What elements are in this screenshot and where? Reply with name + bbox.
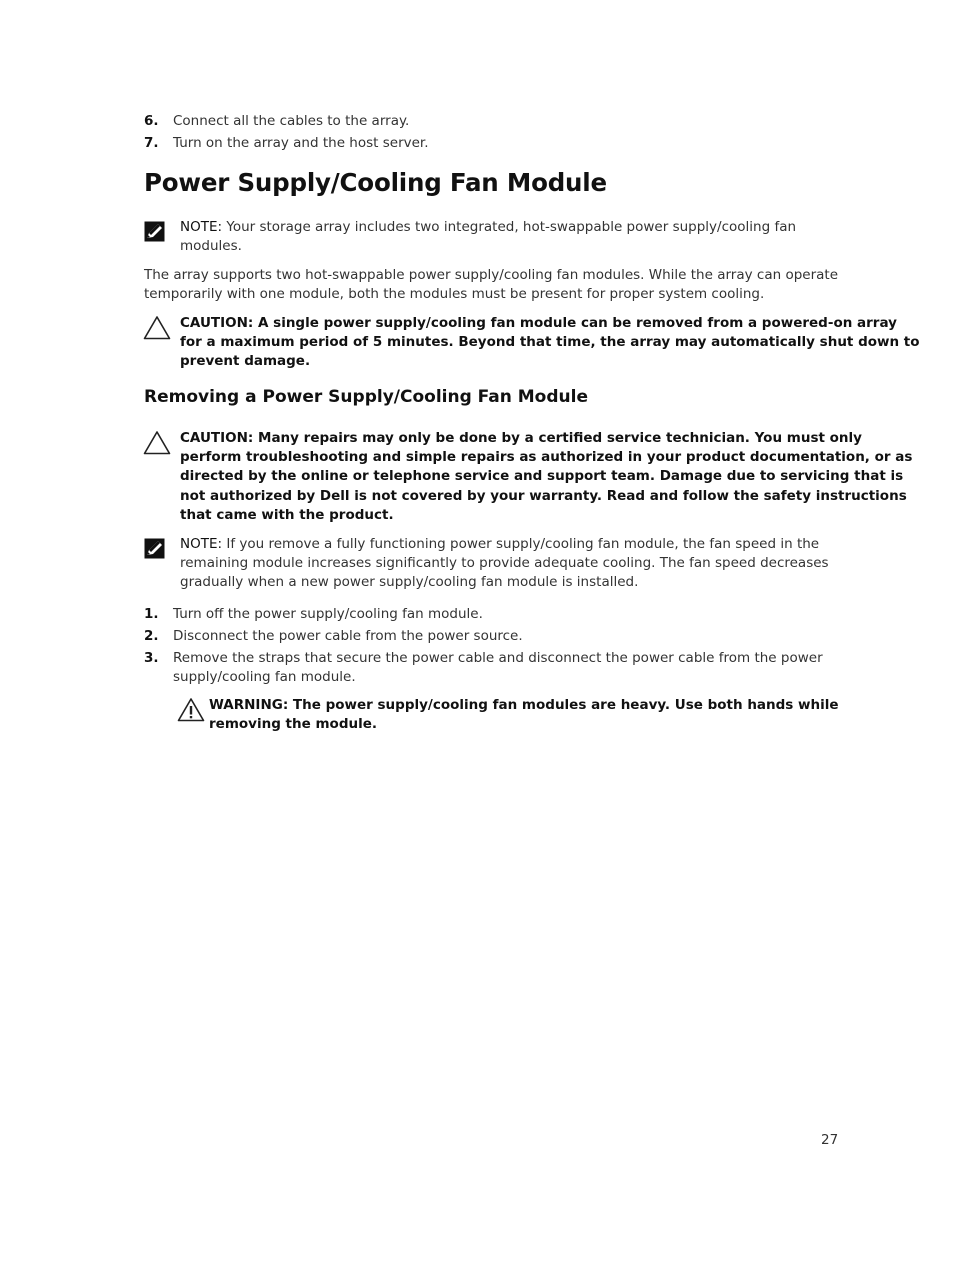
body-paragraph-line: The array supports two hot-swappable power supply/cooling fan modules. While the array can operate: [144, 267, 838, 283]
note-text-line: remaining module increases significantly to provide adequate cooling. The fan speed decreases: [180, 555, 829, 571]
note-label: NOTE:: [180, 536, 223, 552]
note-text-line: If you remove a fully functioning power supply/cooling fan module, the fan speed in the: [226, 536, 820, 552]
caution-text-line: that came with the product.: [180, 507, 394, 523]
caution-text-line: prevent damage.: [180, 353, 311, 369]
caution-text-line: CAUTION: Many repairs may only be done by a certified service technician. You must only: [180, 430, 862, 446]
warning-text-line: WARNING: The power supply/cooling fan modules are heavy. Use both hands while: [209, 697, 839, 713]
step-number: 3.: [144, 650, 159, 666]
note-pencil-icon: [144, 538, 165, 559]
subsection-heading: Removing a Power Supply/Cooling Fan Module: [144, 387, 588, 407]
body-paragraph-line: temporarily with one module, both the modules must be present for proper system cooling.: [144, 286, 765, 302]
caution-text-line: for a maximum period of 5 minutes. Beyond that time, the array may automatically shut down to: [180, 334, 920, 350]
note-label: NOTE:: [180, 219, 223, 235]
step-number: 6.: [144, 113, 159, 129]
caution-text-line: directed by the online or telephone service and support team. Damage due to servicing that is: [180, 468, 904, 484]
caution-triangle-icon: [143, 315, 171, 340]
note-text-line: gradually when a new power supply/cooling fan module is installed.: [180, 574, 639, 590]
step-number: 1.: [144, 606, 159, 622]
caution-text-line: perform troubleshooting and simple repairs as authorized in your product documentation, or as: [180, 449, 913, 465]
section-heading: Power Supply/Cooling Fan Module: [144, 168, 607, 197]
caution-triangle-icon: [143, 430, 171, 455]
caution-text-line: CAUTION: A single power supply/cooling fan module can be removed from a powered-on array: [180, 315, 897, 331]
step-text: Turn off the power supply/cooling fan module.: [173, 606, 483, 622]
step-number: 2.: [144, 628, 159, 644]
step-text: Remove the straps that secure the power cable and disconnect the power cable from the power: [173, 650, 823, 666]
note-text-line: modules.: [180, 238, 242, 254]
page-number: 27: [821, 1132, 839, 1148]
caution-text-line: not authorized by Dell is not covered by your warranty. Read and follow the safety instructions: [180, 488, 907, 504]
note-text-line: Your storage array includes two integrated, hot-swappable power supply/cooling fan: [226, 219, 797, 235]
step-number: 7.: [144, 135, 159, 151]
step-text: Disconnect the power cable from the power source.: [173, 628, 523, 644]
step-text: Turn on the array and the host server.: [173, 135, 429, 151]
note-pencil-icon: [144, 221, 165, 242]
step-text: supply/cooling fan module.: [173, 669, 356, 685]
warning-exclamation-triangle-icon: [177, 697, 205, 722]
step-text: Connect all the cables to the array.: [173, 113, 410, 129]
warning-text-line: removing the module.: [209, 716, 378, 732]
